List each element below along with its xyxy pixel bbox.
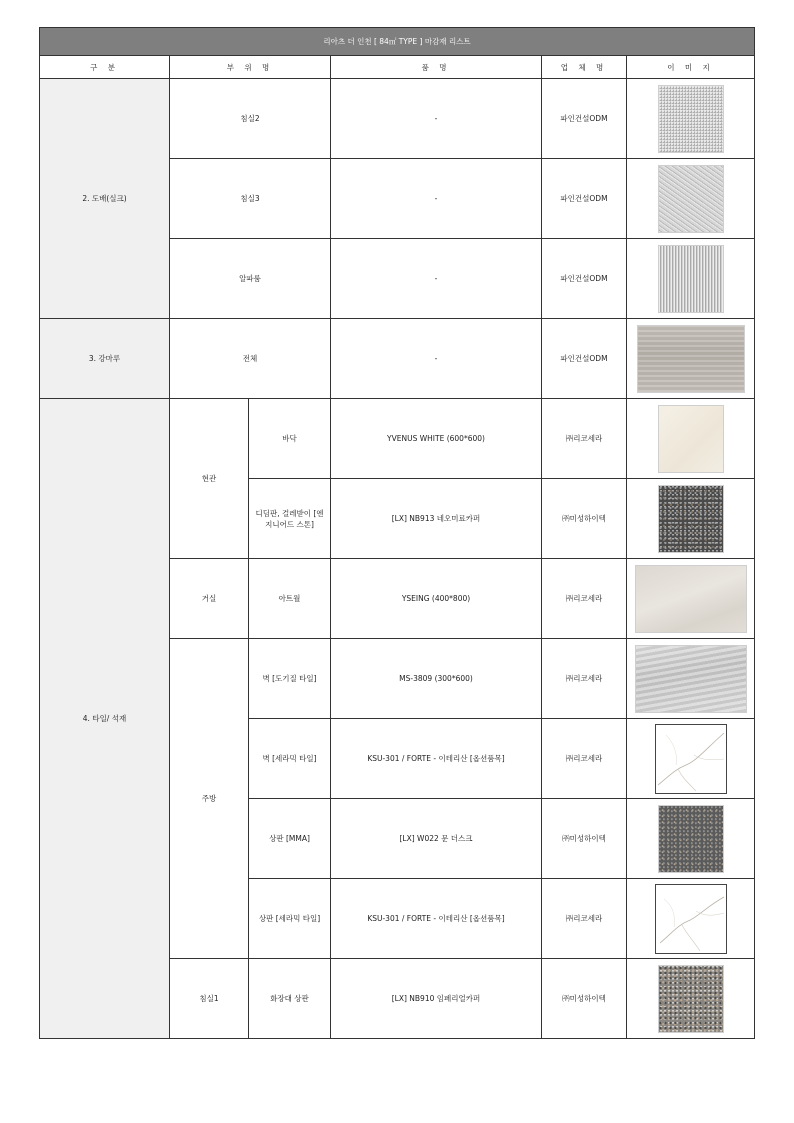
marble-swatch-icon xyxy=(655,724,727,794)
cream-tile-swatch-icon xyxy=(658,405,724,473)
location-cell: 상판 [MMA] xyxy=(249,799,331,879)
company-cell: 파인건설ODM xyxy=(542,239,627,319)
product-cell: YVENUS WHITE (600*600) xyxy=(331,399,542,479)
location-cell: 벽 [세라믹 타일] xyxy=(249,719,331,799)
wallpaper-line-swatch-icon xyxy=(658,245,724,313)
company-cell: ㈜미성하이텍 xyxy=(542,799,627,879)
image-cell xyxy=(627,719,755,799)
image-cell xyxy=(627,799,755,879)
location-cell: 바닥 xyxy=(249,399,331,479)
finish-materials-table xyxy=(39,27,755,1039)
company-cell: ㈜리코세라 xyxy=(542,399,627,479)
location-cell: 침실2 xyxy=(170,79,331,159)
image-cell xyxy=(627,879,755,959)
room-cell: 현관 xyxy=(170,399,249,559)
dark-speck-swatch-icon xyxy=(658,805,724,873)
location-cell: 아트월 xyxy=(249,559,331,639)
image-cell xyxy=(627,159,755,239)
company-cell: ㈜리코세라 xyxy=(542,559,627,639)
wallpaper-wave-swatch-icon xyxy=(658,165,724,233)
image-cell xyxy=(627,319,755,399)
image-cell xyxy=(627,79,755,159)
product-cell: - xyxy=(331,319,542,399)
location-cell: 전체 xyxy=(170,319,331,399)
table-title: 리아츠 더 인천 [ 84㎡ TYPE ] 마감재 리스트 xyxy=(40,28,755,56)
company-cell: ㈜리코세라 xyxy=(542,879,627,959)
category-flooring: 3. 강마루 xyxy=(40,319,170,399)
location-cell: 디딤판, 걸레받이 [엔지니어드 스톤] xyxy=(249,479,331,559)
company-cell: ㈜미성하이텍 xyxy=(542,479,627,559)
table-row xyxy=(40,319,755,399)
table-row xyxy=(40,399,755,479)
image-cell xyxy=(627,639,755,719)
product-cell: MS-3809 (300*600) xyxy=(331,639,542,719)
wallpaper-dot-swatch-icon xyxy=(658,85,724,153)
product-cell: [LX] W022 문 더스크 xyxy=(331,799,542,879)
category-wallpaper: 2. 도배(실크) xyxy=(40,79,170,319)
marble-swatch-icon xyxy=(655,884,727,954)
product-cell: [LX] NB910 임페리얼카퍼 xyxy=(331,959,542,1039)
granite-swatch-icon xyxy=(658,485,724,553)
image-cell xyxy=(627,399,755,479)
header-category: 구 분 xyxy=(40,56,170,79)
table-row xyxy=(40,79,755,159)
image-cell xyxy=(627,239,755,319)
header-image: 이 미 지 xyxy=(627,56,755,79)
beige-tile-swatch-icon xyxy=(635,565,747,633)
company-cell: ㈜미성하이텍 xyxy=(542,959,627,1039)
location-cell: 화장대 상판 xyxy=(249,959,331,1039)
header-location: 부 위 명 xyxy=(170,56,331,79)
location-cell: 침실3 xyxy=(170,159,331,239)
product-cell: KSU-301 / FORTE - 이테리산 [옵션품목] xyxy=(331,879,542,959)
category-tile: 4. 타일/ 석재 xyxy=(40,399,170,1039)
company-cell: ㈜리코세라 xyxy=(542,639,627,719)
company-cell: 파인건설ODM xyxy=(542,79,627,159)
location-cell: 벽 [도기질 타일] xyxy=(249,639,331,719)
room-cell: 침실1 xyxy=(170,959,249,1039)
location-cell: 알파룸 xyxy=(170,239,331,319)
company-cell: 파인건설ODM xyxy=(542,319,627,399)
room-cell: 주방 xyxy=(170,639,249,959)
company-cell: ㈜리코세라 xyxy=(542,719,627,799)
header-product: 품 명 xyxy=(331,56,542,79)
header-company: 업 체 명 xyxy=(542,56,627,79)
image-cell xyxy=(627,959,755,1039)
product-cell: - xyxy=(331,159,542,239)
product-cell: YSEING (400*800) xyxy=(331,559,542,639)
stone-tile-swatch-icon xyxy=(635,645,747,713)
product-cell: - xyxy=(331,79,542,159)
image-cell xyxy=(627,559,755,639)
product-cell: KSU-301 / FORTE - 이테리산 [옵션품목] xyxy=(331,719,542,799)
wood-floor-swatch-icon xyxy=(637,325,745,393)
product-cell: [LX] NB913 네오미료카퍼 xyxy=(331,479,542,559)
product-cell: - xyxy=(331,239,542,319)
granite-light-swatch-icon xyxy=(658,965,724,1033)
location-cell: 상판 [세라믹 타일] xyxy=(249,879,331,959)
room-cell: 거실 xyxy=(170,559,249,639)
image-cell xyxy=(627,479,755,559)
company-cell: 파인건설ODM xyxy=(542,159,627,239)
